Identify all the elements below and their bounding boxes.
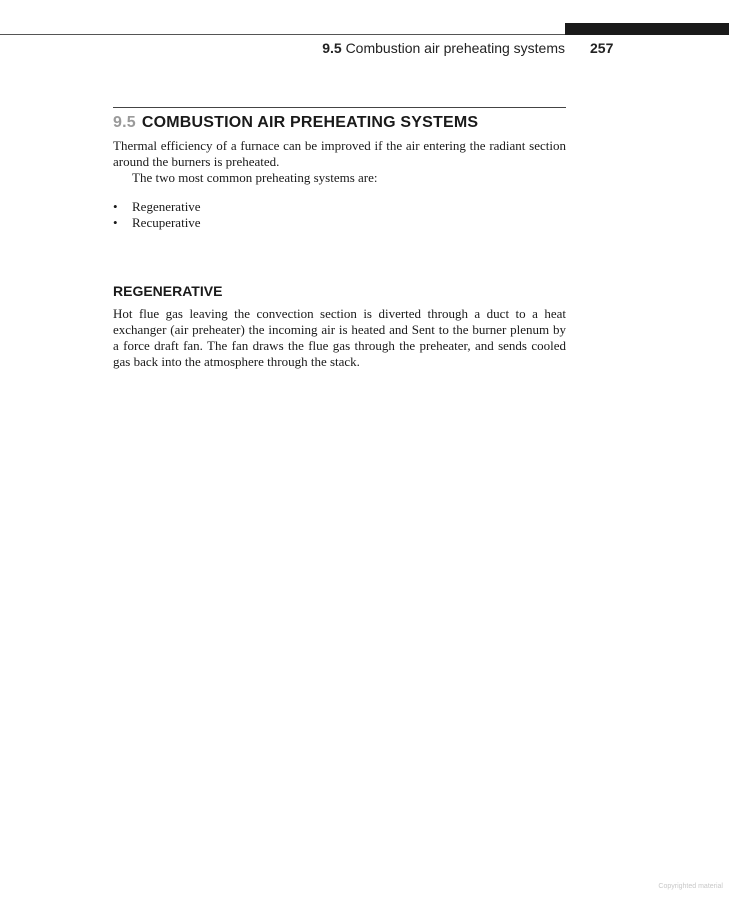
list-item <box>113 215 201 231</box>
copyright-watermark: Copyrighted material <box>658 883 723 890</box>
subsection-heading: REGENERATIVE <box>113 283 223 299</box>
section-rule <box>113 107 566 108</box>
bullet-glyph: • <box>113 215 118 230</box>
running-head-section-number: 9.5 <box>322 40 342 56</box>
list-item <box>113 199 201 215</box>
running-head <box>322 40 565 56</box>
section-heading <box>113 114 478 132</box>
header-tab-bar <box>565 23 729 35</box>
list-item-text: Recuperative <box>132 215 201 230</box>
bullet-list <box>113 199 201 231</box>
section-number: 9.5 <box>113 114 136 131</box>
list-item-text: Regenerative <box>132 199 201 214</box>
bullet-glyph: • <box>113 199 118 214</box>
paragraph-regenerative: Hot flue gas leaving the convection section is diverted through a duct to a heat exchanger (air preheater) the incoming air is heated and Sent to the burner plenum by a force draft fan. The fan draws the flue gas through the preheater, and sends cooled gas back into the atmosphere through the stack. <box>113 306 566 369</box>
running-head-section-title: Combustion air preheating systems <box>345 40 565 56</box>
paragraph-systems: The two most common preheating systems are: <box>132 170 378 185</box>
paragraph-intro: Thermal efficiency of a furnace can be improved if the air entering the radiant section around the burners is preheated. <box>113 138 566 169</box>
section-title: COMBUSTION AIR PREHEATING SYSTEMS <box>141 114 479 131</box>
page-number: 257 <box>590 40 614 56</box>
